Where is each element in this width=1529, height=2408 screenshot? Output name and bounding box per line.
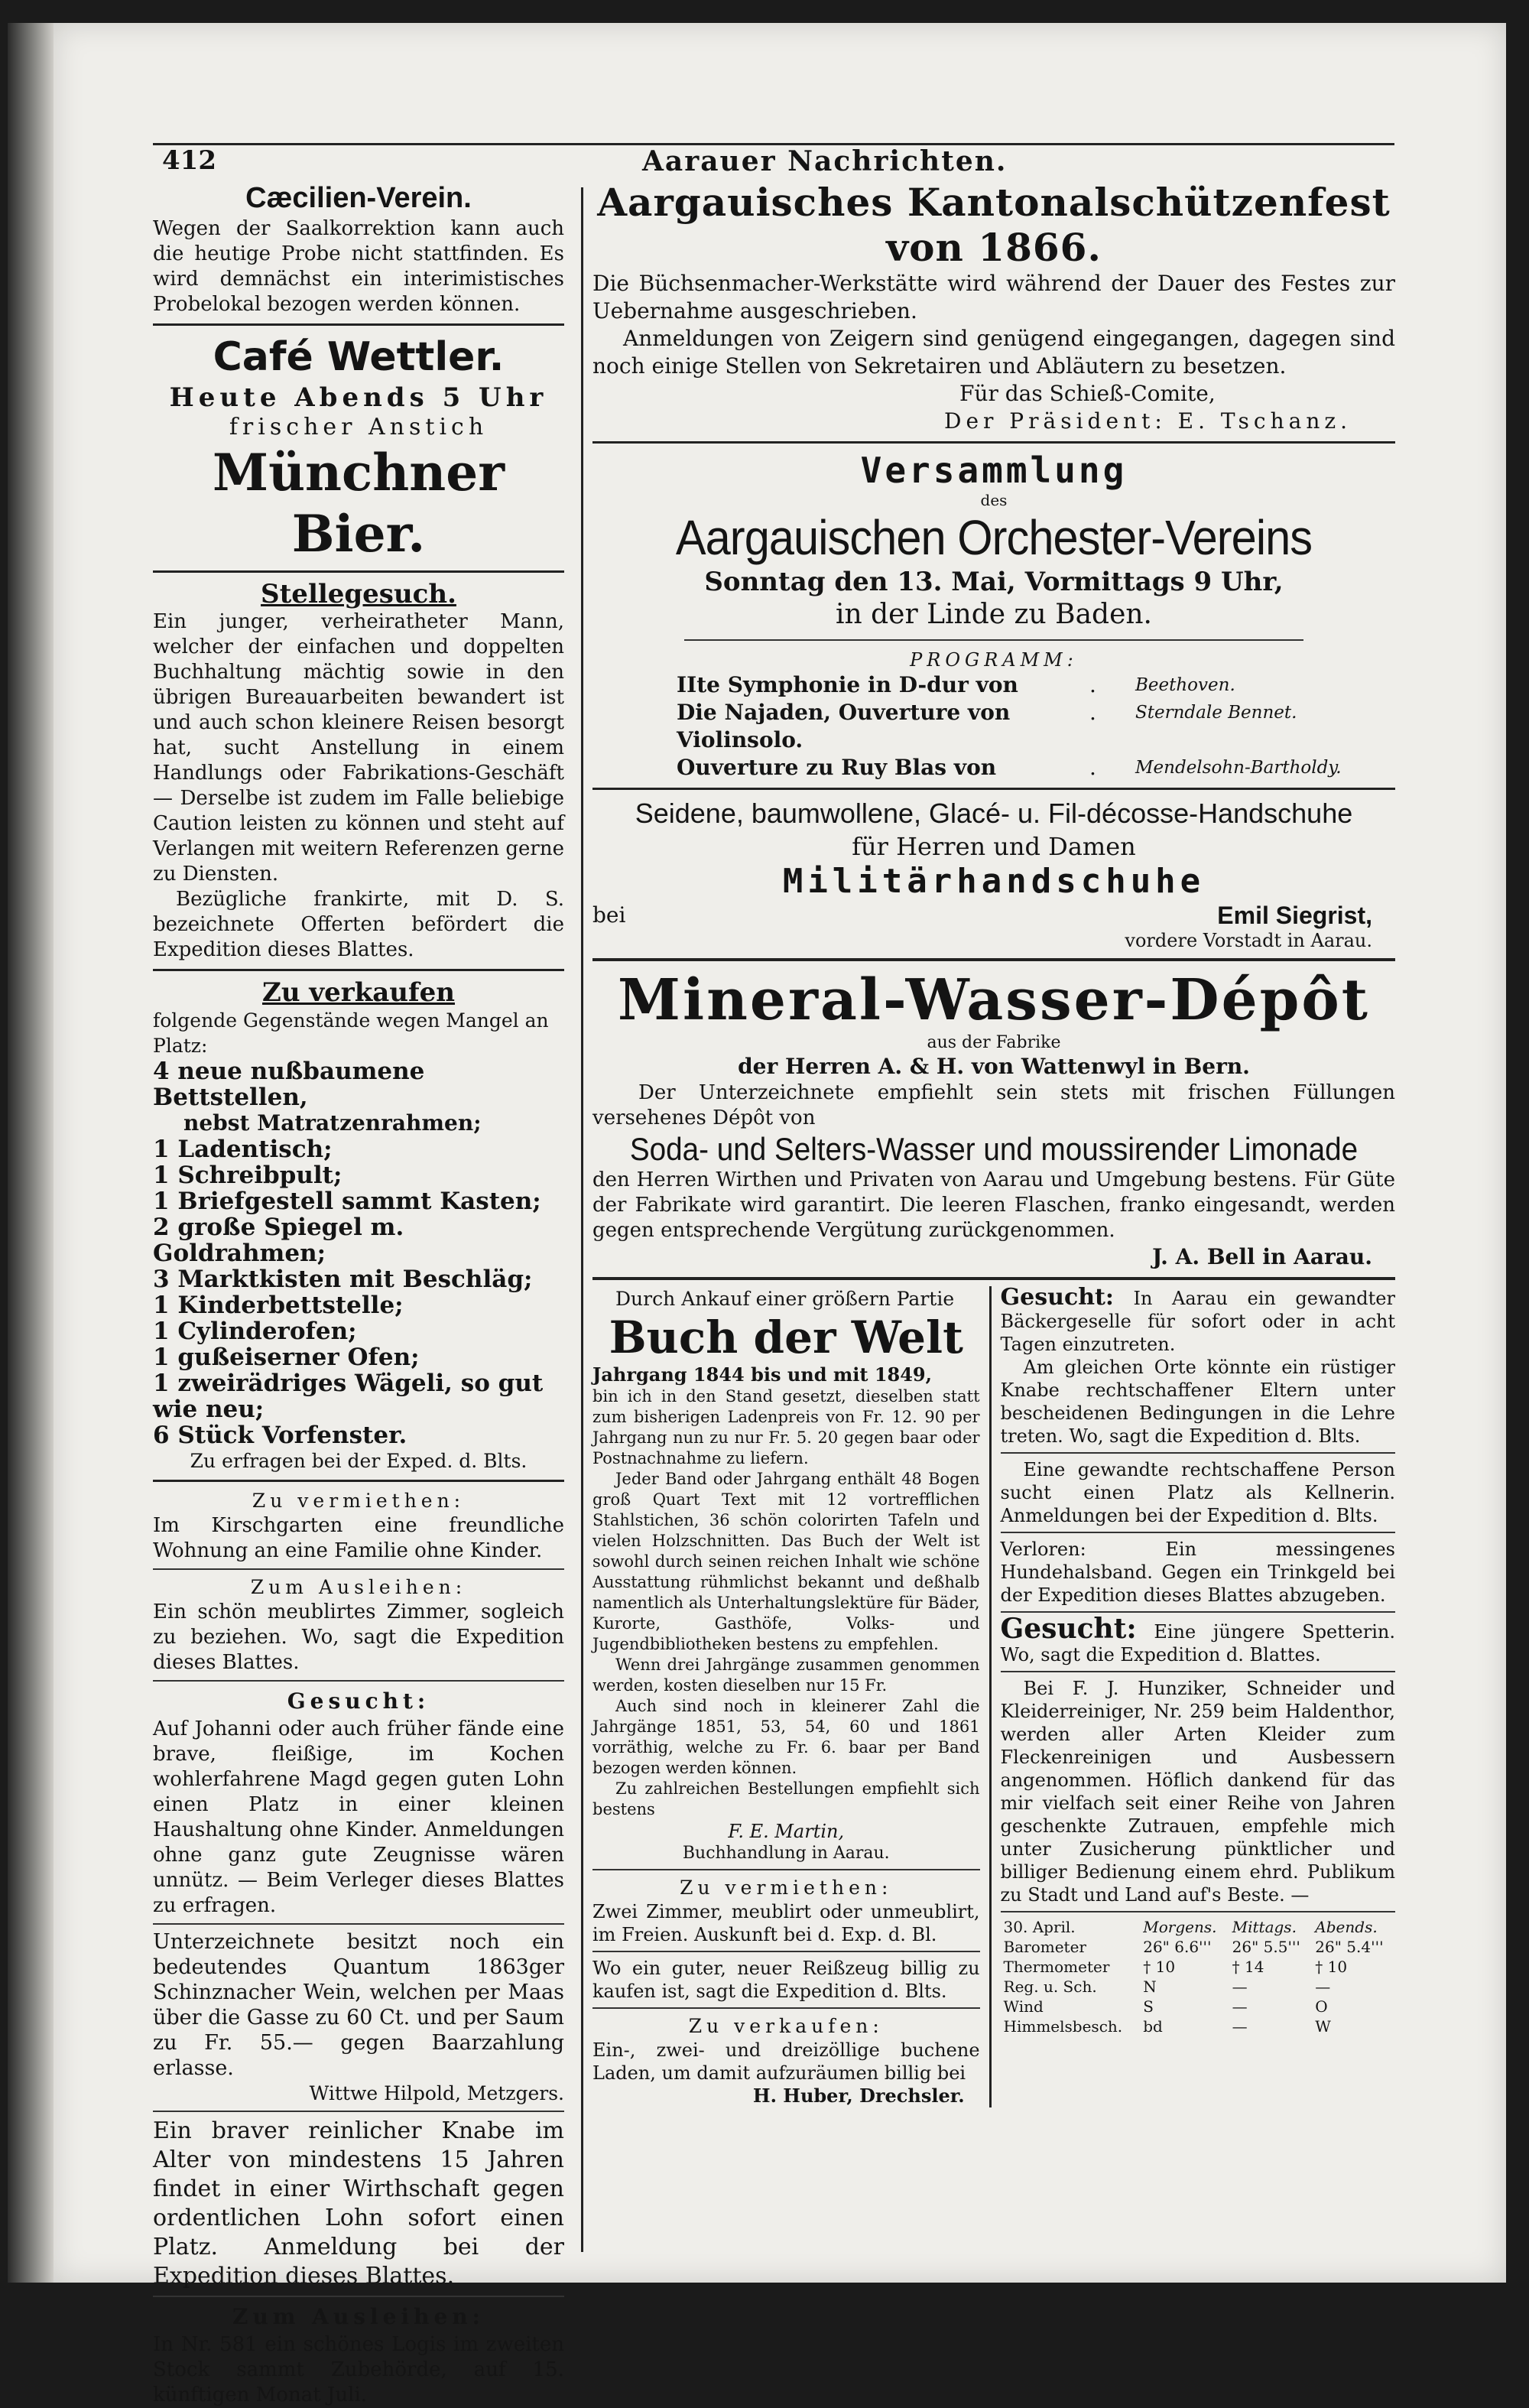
weather-header-cell: 30. April.	[1003, 1918, 1076, 1936]
schuetzenfest-sign1: Für das Schieß-Comite,	[959, 381, 1216, 406]
baecker-text-main: In Aarau ein gewandter Bäckergeselle für sofort oder in acht Tagen einzutreten.	[1000, 1288, 1395, 1355]
table-row	[1001, 2016, 1395, 2036]
program-dot: .	[1089, 672, 1096, 697]
list-item: 1 Kinderbettstelle;	[153, 1292, 404, 1319]
lower-right-ads	[992, 1286, 1395, 2107]
divider	[592, 1869, 980, 1870]
program-piece: Die Najaden, Ouverture von	[677, 700, 1011, 725]
ad-cafe-wettler	[153, 332, 564, 564]
buch-text1: bin ich in den Stand gesetzt, dieselben statt zum bisherigen Ladenpreis von Fr. 12. 90 per Jahrgang nun zu nur Fr. 5. 20 gegen baar oder Postnachnahme zu liefern.	[592, 1387, 980, 1467]
ad-zwei-zimmer	[592, 1875, 980, 1946]
list-item: 1 Ladentisch;	[153, 1136, 333, 1163]
wein-signature: Wittwe Hilpold, Metzgers.	[309, 2082, 564, 2104]
divider	[592, 788, 1395, 790]
weather-table	[1001, 1917, 1395, 2036]
divider	[592, 2007, 980, 2009]
reisszeug-text: Wo ein guter, neuer Reißzeug billig zu kaufen ist, sagt die Expedition d. Blts.	[592, 1958, 980, 2002]
weather-cell: 26" 5.5'''	[1232, 1938, 1300, 1956]
stellegesuch-text: Ein junger, verheiratheter Mann, welcher der einfachen und doppelten Buchhaltung mächtig sowie in den übrigen Bureauarbeiten bewandert ist und auch schon kleinere Reisen besorgt hat, sucht Anstellung in einem Handlungs oder Fabrikations-Geschäft — Derselbe ist zudem im Falle beliebige Caution leisten zu können und steht auf Verlangen mit weitern Referenzen gerne zu Diensten.	[153, 610, 564, 886]
weather-cell: —	[1232, 1977, 1248, 1996]
weather-cell: Himmelsbesch.	[1003, 2017, 1123, 2036]
program-row	[677, 726, 1395, 754]
buch-text4: Auch sind noch in kleinerer Zahl die Jahrgänge 1851, 53, 54, 60 und 1861 vorräthig, welche zu Fr. 6. baar per Band bezogen werden können.	[592, 1697, 980, 1777]
ad-verkaufen-laden	[592, 2013, 980, 2107]
buch-intro: Durch Ankauf einer größern Partie	[615, 1288, 955, 1310]
ad-knabe	[153, 2117, 564, 2291]
weather-cell: † 14	[1232, 1958, 1264, 1976]
running-head: Aarauer Nachrichten.	[642, 145, 1008, 177]
weather-cell: † 10	[1315, 1958, 1348, 1976]
weather-cell: Reg. u. Sch.	[1003, 1977, 1097, 1996]
verkaufen2-signature: H. Huber, Drechsler.	[752, 2085, 965, 2107]
divider	[1001, 1532, 1395, 1533]
divider	[153, 1568, 564, 1570]
schuetzenfest-sign2: Der Präsident: E. Tschanz.	[944, 408, 1352, 434]
verkaufen-intro: folgende Gegenstände wegen Mangel an Platz:	[153, 1009, 549, 1057]
weather-cell: Wind	[1003, 1997, 1044, 2016]
wein-text: Unterzeichnete besitzt noch ein bedeutendes Quantum 1863ger Schinznacher Wein, welchen per Maas über die Gasse zu 60 Ct. und per Saum zu Fr. 55.— gegen Baarzahlung erlasse.	[153, 1930, 564, 2080]
program-row	[677, 671, 1395, 699]
weather-cell: 26" 6.6'''	[1143, 1938, 1212, 1956]
mineral-sub2: der Herren A. & H. von Wattenwyl in Bern.	[738, 1054, 1250, 1079]
weather-cell: O	[1315, 1997, 1328, 2016]
list-item: 1 zweirädriges Wägeli, so gut wie neu;	[153, 1370, 544, 1423]
stellegesuch-note: Bezügliche frankirte, mit D. S. bezeichnete Offerten befördert die Expedition dieses Blattes.	[153, 888, 564, 961]
handschuhe-line1: Seidene, baumwollene, Glacé- u. Fil-décosse-Handschuhe	[635, 798, 1353, 829]
weather-cell: —	[1232, 1997, 1248, 2016]
divider	[153, 323, 564, 326]
stellegesuch-title: Stellegesuch.	[261, 579, 456, 609]
caecilien-text: Wegen der Saalkorrektion kann auch die heutige Probe nicht stattfinden. Es wird demnächst ein interimistisches Probelokal bezogen werden können.	[153, 217, 564, 316]
weather-cell: Barometer	[1003, 1938, 1086, 1956]
divider	[153, 969, 564, 971]
program-row	[677, 699, 1395, 726]
schuetzenfest-text1: Die Büchsenmacher-Werkstätte wird während der Dauer des Festes zur Uebernahme ausgeschrieben.	[592, 271, 1395, 323]
ad-baeckergeselle	[1001, 1286, 1395, 1448]
divider	[592, 1277, 1395, 1280]
divider	[153, 2111, 564, 2112]
program-composer: Beethoven.	[1135, 675, 1235, 695]
program-piece: IIte Symphonie in D-dur von	[677, 672, 1018, 697]
mineral-sub1: aus der Fabrike	[927, 1033, 1061, 1052]
buch-signature: F. E. Martin,	[728, 1821, 845, 1842]
ausleihen2-title: Zum Ausleihen:	[232, 2304, 485, 2329]
program-piece: Ouverture zu Ruy Blas von	[677, 755, 997, 780]
ad-mineral-wasser	[592, 967, 1395, 1271]
orchester-versammlung: Versammlung	[860, 450, 1128, 491]
verkaufen2-text: Ein-, zwei- und dreizöllige buchene Laden, um damit aufzuräumen billig bei	[592, 2039, 980, 2084]
buch-signature2: Buchhandlung in Aarau.	[682, 1844, 890, 1863]
ad-gesucht-magd	[153, 1686, 564, 1919]
weather-cell: † 10	[1143, 1958, 1176, 1976]
weather-cell: —	[1232, 2017, 1248, 2036]
divider	[153, 1480, 564, 1482]
baecker-text	[1001, 1286, 1395, 1356]
gesucht-title: Gesucht:	[287, 1688, 430, 1714]
list-item: 2 große Spiegel m. Goldrahmen;	[153, 1214, 404, 1267]
schuetzenfest-title: Aargauisches Kantonalschützenfest von 1866.	[597, 180, 1391, 270]
weather-header-cell: Mittags.	[1232, 1918, 1297, 1936]
list-item: 1 Schreibpult;	[153, 1162, 342, 1189]
ad-kellnerin	[1001, 1458, 1395, 1527]
buch-text3: Wenn drei Jahrgänge zusammen genommen werden, kosten dieselben nur 15 Fr.	[592, 1656, 980, 1695]
handschuhe-name: Emil Siegrist,	[1217, 902, 1372, 929]
ad-handschuhe	[592, 796, 1395, 952]
program-dot: .	[1089, 755, 1096, 780]
vermiethen-text: Im Kirschgarten eine freundliche Wohnung an eine Familie ohne Kinder.	[153, 1514, 564, 1562]
handschuhe-bei: bei	[592, 902, 626, 928]
cafe-line2: frischer Anstich	[229, 414, 489, 440]
list-item: 6 Stück Vorfenster.	[153, 1422, 407, 1449]
ad-wein	[153, 1929, 564, 2106]
ad-reisszeug	[592, 1957, 980, 2003]
ad-ausleihen-logis	[153, 2302, 564, 2408]
divider	[684, 639, 1303, 641]
table-row	[1001, 1997, 1395, 2016]
weather-header-cell: Morgens.	[1143, 1918, 1217, 1936]
cafe-line1: Heute Abends 5 Uhr	[169, 382, 548, 413]
weather-cell: N	[1143, 1977, 1157, 1996]
gesucht-text: Auf Johanni oder auch früher fände eine brave, fleißige, im Kochen wohlerfahrene Magd gegen guten Lohn einen Platz in einer kleinen Haushaltung ohne Kinder. Anmeldungen ohne ganz gute Zeugnisse wären unnütz. — Beim Verleger dieses Blattes zu erfragen.	[153, 1717, 564, 1917]
mineral-text2: den Herren Wirthen und Privaten von Aarau und Umgebung bestens. Für Güte der Fabrikate wird garantirt. Die leeren Flaschen, franko eingesandt, werden gegen entsprechende Vergütung zurückgenommen.	[592, 1168, 1395, 1242]
cafe-title: Café Wettler.	[213, 334, 505, 380]
mineral-text1: Der Unterzeichnete empfiehlt sein stets mit frischen Füllungen versehenes Dépôt von	[592, 1081, 1395, 1129]
weather-cell: Thermometer	[1003, 1958, 1110, 1976]
knabe-text: Ein braver reinlicher Knabe im Alter von mindestens 15 Jahren findet in einer Wirthschaft gegen ordentlichen Lohn sofort einen Platz. Anmeldung bei der Expedition dieses Blattes.	[153, 2117, 564, 2289]
program-composer: Sterndale Bennet.	[1135, 703, 1297, 723]
table-row	[1001, 1937, 1395, 1957]
weather-header-row	[1001, 1917, 1395, 1937]
list-item: 1 Cylinderofen;	[153, 1318, 357, 1345]
right-column	[592, 180, 1395, 2237]
ad-stellegesuch	[153, 579, 564, 963]
verkaufen-title: Zu verkaufen	[262, 977, 455, 1008]
verloren-text: Verloren: Ein messingenes Hundehalsband. Gegen ein Trinkgeld bei der Expedition dieses Blattes abzugeben.	[1000, 1539, 1395, 1606]
divider	[592, 441, 1395, 444]
handschuhe-seller-row	[592, 902, 1395, 929]
buch-years: Jahrgang 1844 bis und mit 1849,	[592, 1363, 932, 1386]
program-piece: Violinsolo.	[677, 727, 803, 752]
weather-cell: —	[1315, 1977, 1331, 1996]
program-dot: .	[1089, 700, 1096, 725]
ad-hunziker	[1001, 1677, 1395, 1906]
handschuhe-line2: für Herren und Damen	[852, 832, 1136, 861]
table-row	[1001, 1977, 1395, 1997]
verkaufen-footer: Zu erfragen bei der Exped. d. Blts.	[190, 1450, 528, 1472]
ad-orchester-verein	[592, 450, 1395, 782]
ad-buch-der-welt	[592, 1286, 980, 1864]
spetterin-label: Gesucht:	[1000, 1613, 1137, 1645]
left-column	[153, 180, 564, 2406]
vermiethen2-text: Zwei Zimmer, meublirt oder unmeublirt, im Freien. Auskunft bei d. Exp. d. Bl.	[592, 1901, 980, 1945]
program-list	[592, 671, 1395, 782]
program-row	[677, 754, 1395, 782]
programm-label: PROGRAMM:	[910, 649, 1078, 671]
mineral-title: Mineral-Wasser-Dépôt	[618, 967, 1370, 1033]
divider	[1001, 1452, 1395, 1454]
ad-vermiethen	[153, 1488, 564, 1564]
mineral-soda: Soda- und Selters-Wasser und moussirender Limonade	[629, 1131, 1359, 1167]
page-number: 412	[162, 145, 216, 176]
ausleihen2-text: In Nr. 581 ein schönes Logis im zweiten Stock sammt Zubehörde, auf 15. künftigen Monat Juli.	[153, 2333, 564, 2406]
caecilien-title: Cæcilien-Verein.	[245, 182, 472, 214]
lower-ads	[592, 1286, 1395, 2107]
list-item: nebst Matratzenrahmen;	[183, 1110, 482, 1136]
divider	[153, 2296, 564, 2297]
divider	[592, 1951, 980, 1952]
book-binding	[8, 23, 54, 2283]
cafe-bier: Münchner Bier.	[213, 443, 505, 564]
weather-cell: 26" 5.4'''	[1315, 1938, 1384, 1956]
ad-zu-verkaufen	[153, 977, 564, 1474]
program-dot	[1089, 726, 1135, 754]
list-item: 3 Marktkisten mit Beschläg;	[153, 1266, 533, 1293]
ad-verloren	[1001, 1538, 1395, 1607]
divider	[592, 958, 1395, 961]
mineral-signature: J. A. Bell in Aarau.	[1152, 1244, 1372, 1269]
handschuhe-militaer: Militärhandschuhe	[782, 862, 1206, 901]
table-row	[1001, 1957, 1395, 1977]
orchester-date: Sonntag den 13. Mai, Vormittags 9 Uhr,	[704, 567, 1284, 597]
handschuhe-address: vordere Vorstadt in Aarau.	[1125, 930, 1372, 951]
program-composer: Mendelsohn-Bartholdy.	[1135, 758, 1342, 778]
verkaufen2-title: Zu verkaufen:	[688, 2015, 884, 2037]
lower-left-ads	[592, 1286, 989, 2107]
buch-title: Buch der Welt	[609, 1311, 963, 1363]
column-divider	[581, 187, 583, 2252]
divider	[1001, 1671, 1395, 1672]
weather-cell: bd	[1143, 2017, 1163, 2036]
vermiethen-title: Zu vermiethen:	[252, 1490, 466, 1512]
ad-caecilien-verein	[153, 180, 564, 317]
divider	[153, 1680, 564, 1682]
buch-text5: Zu zahlreichen Bestellungen empfiehlt sich bestens	[592, 1779, 980, 1818]
orchester-des: des	[980, 491, 1008, 509]
list-item: 4 neue nußbaumene Bettstellen,	[153, 1058, 425, 1111]
weather-cell: S	[1143, 1997, 1154, 2016]
divider	[1001, 1911, 1395, 1912]
kellnerin-text: Eine gewandte rechtschaffene Person sucht einen Platz als Kellnerin. Anmeldungen bei der Expedition d. Blts.	[1000, 1459, 1395, 1526]
baecker-text2: Am gleichen Orte könnte ein rüstiger Knabe rechtschaffener Eltern unter bescheidenen Bedingungen in die Lehre treten. Wo, sagt die Expedition d. Blts.	[1000, 1357, 1395, 1447]
ausleihen-title: Zum Ausleihen:	[250, 1576, 467, 1598]
ausleihen-text: Ein schön meublirtes Zimmer, sogleich zu beziehen. Wo, sagt die Expedition dieses Blattes.	[153, 1600, 564, 1674]
baecker-label: Gesucht:	[1000, 1284, 1114, 1311]
buch-text2: Jeder Band oder Jahrgang enthält 48 Bogen groß Quart Text mit 12 vortrefflichen Stahlstichen, 36 schön colorirten Tafeln und vielen Holzschnitten. Das Buch der Welt ist sowohl durch seinen reichen Inhalt wie schöne Ausstattung rühmlichst bekannt und deßhalb namentlich als Unterhaltungslektüre für Bäder, Kurorte, Gasthöfe, Volks- und Jugendbibliotheken bestens zu empfehlen.	[592, 1470, 980, 1653]
weather-cell: W	[1315, 2017, 1331, 2036]
ad-ausleihen	[153, 1574, 564, 1675]
divider	[153, 570, 564, 573]
ad-spetterin	[1000, 1613, 1395, 1666]
list-item: 1 Briefgestell sammt Kasten;	[153, 1188, 541, 1215]
divider	[153, 1923, 564, 1925]
schuetzenfest-text2: Anmeldungen von Zeigern sind genügend eingegangen, dagegen sind noch einige Stellen von Sekretairen und Abläutern zu besetzen.	[592, 326, 1395, 379]
spetterin-text: Eine jüngere Spetterin. Wo, sagt die Expedition d. Blattes.	[1000, 1621, 1395, 1665]
orchester-place: in der Linde zu Baden.	[835, 599, 1153, 630]
orchester-title: Aargauischen Orchester-Vereins	[675, 510, 1313, 565]
vermiethen2-title: Zu vermiethen:	[680, 1877, 893, 1899]
list-item: 1 gußeiserner Ofen;	[153, 1344, 420, 1371]
ad-schuetzenfest	[592, 180, 1395, 435]
weather-header-cell: Abends.	[1315, 1918, 1378, 1936]
hunziker-text: Bei F. J. Hunziker, Schneider und Kleiderreiniger, Nr. 259 beim Haldenthor, werden aller Arten Kleider zum Fleckenreinigen und Ausbessern angenommen. Höflich dankend für das mir vielfach seit einer Reihe von Jahren geschenkte Zutrauen, empfehle mich unter Zusicherung pünktlicher und billiger Bedienung einem ehrd. Publikum zu Stadt und Land auf's Beste. —	[1000, 1678, 1395, 1906]
